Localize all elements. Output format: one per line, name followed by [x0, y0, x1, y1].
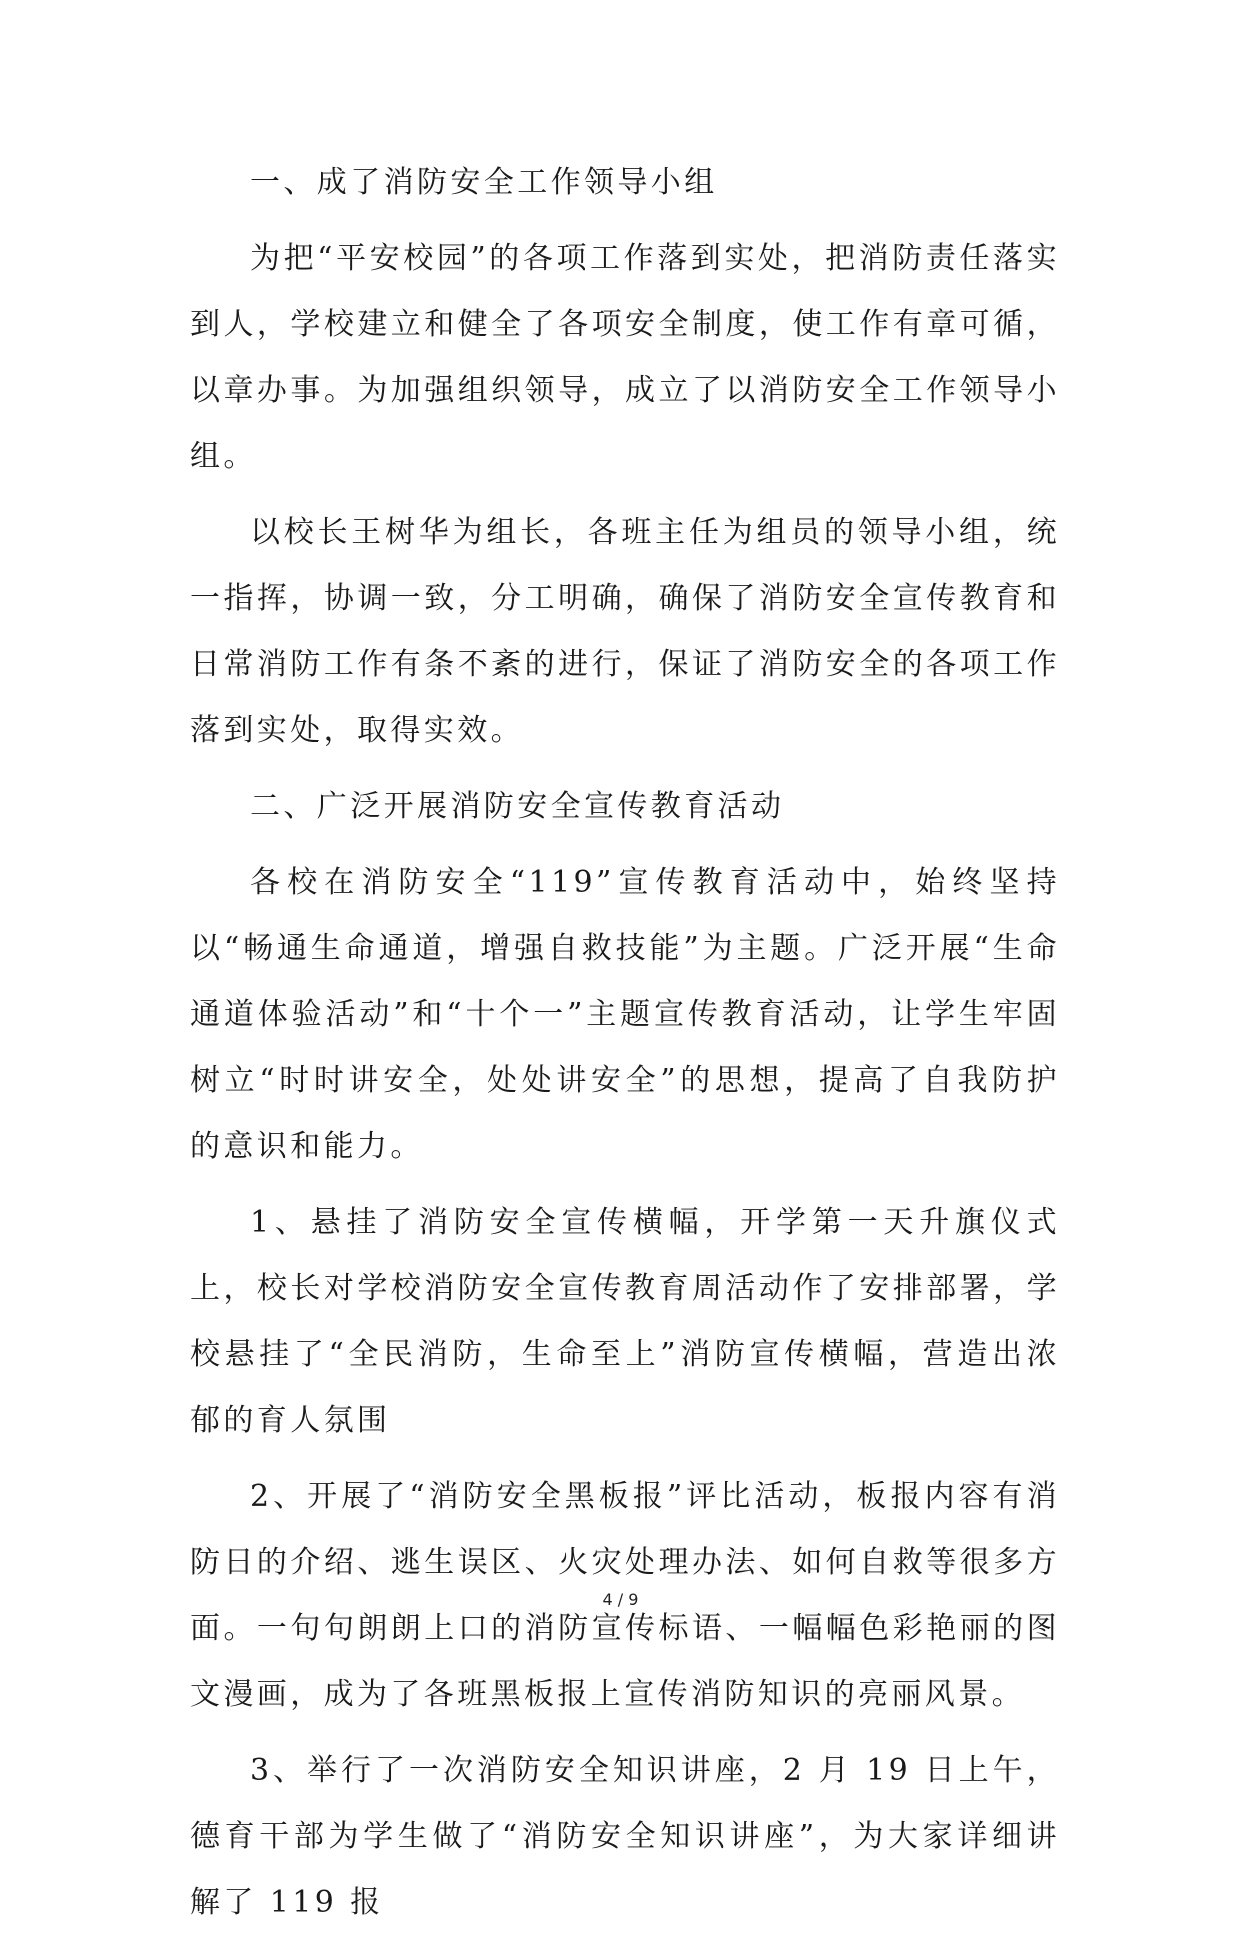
section-heading-1: 一、成了消防安全工作领导小组 [250, 165, 718, 200]
paragraph: 为把“平安校园”的各项工作落到实处，把消防责任落实到人，学校建立和健全了各项安全制度，使工作有章可循，以章办事。为加强组织领导，成立了以消防安全工作领导小组。 [190, 241, 1060, 474]
paragraph: 各校在消防安全“119”宣传教育活动中，始终坚持以“畅通生命通道，增强自救技能”为主题。广泛开展“生命通道体验活动”和“十个一”主题宣传教育活动，让学生牢固树立“时时讲安全，处处讲安全”的思想，提高了自我防护的意识和能力。 [190, 865, 1060, 1164]
paragraph: 2、开展了“消防安全黑板报”评比活动，板报内容有消防日的介绍、逃生误区、火灾处理办法、如何自救等很多方面。一句句朗朗上口的消防宣传标语、一幅幅色彩艳丽的图文漫画，成为了各班黑板报上宣传消防知识的亮丽风景。 [190, 1479, 1060, 1712]
document-page [190, 150, 1060, 1946]
page-number: 4 / 9 [602, 1590, 639, 1609]
paragraph: 1、悬挂了消防安全宣传横幅，开学第一天升旗仪式上，校长对学校消防安全宣传教育周活动作了安排部署，学校悬挂了“全民消防，生命至上”消防宣传横幅，营造出浓郁的育人氛围 [190, 1205, 1060, 1438]
section-heading-2: 二、广泛开展消防安全宣传教育活动 [250, 789, 785, 824]
paragraph: 以校长王树华为组长，各班主任为组员的领导小组，统一指挥，协调一致，分工明确，确保了消防安全宣传教育和日常消防工作有条不紊的进行，保证了消防安全的各项工作落到实处，取得实效。 [190, 515, 1060, 748]
paragraph: 3、举行了一次消防安全知识讲座，2 月 19 日上午，德育干部为学生做了“消防安全知识讲座”，为大家详细讲解了 119 报 [190, 1753, 1060, 1920]
